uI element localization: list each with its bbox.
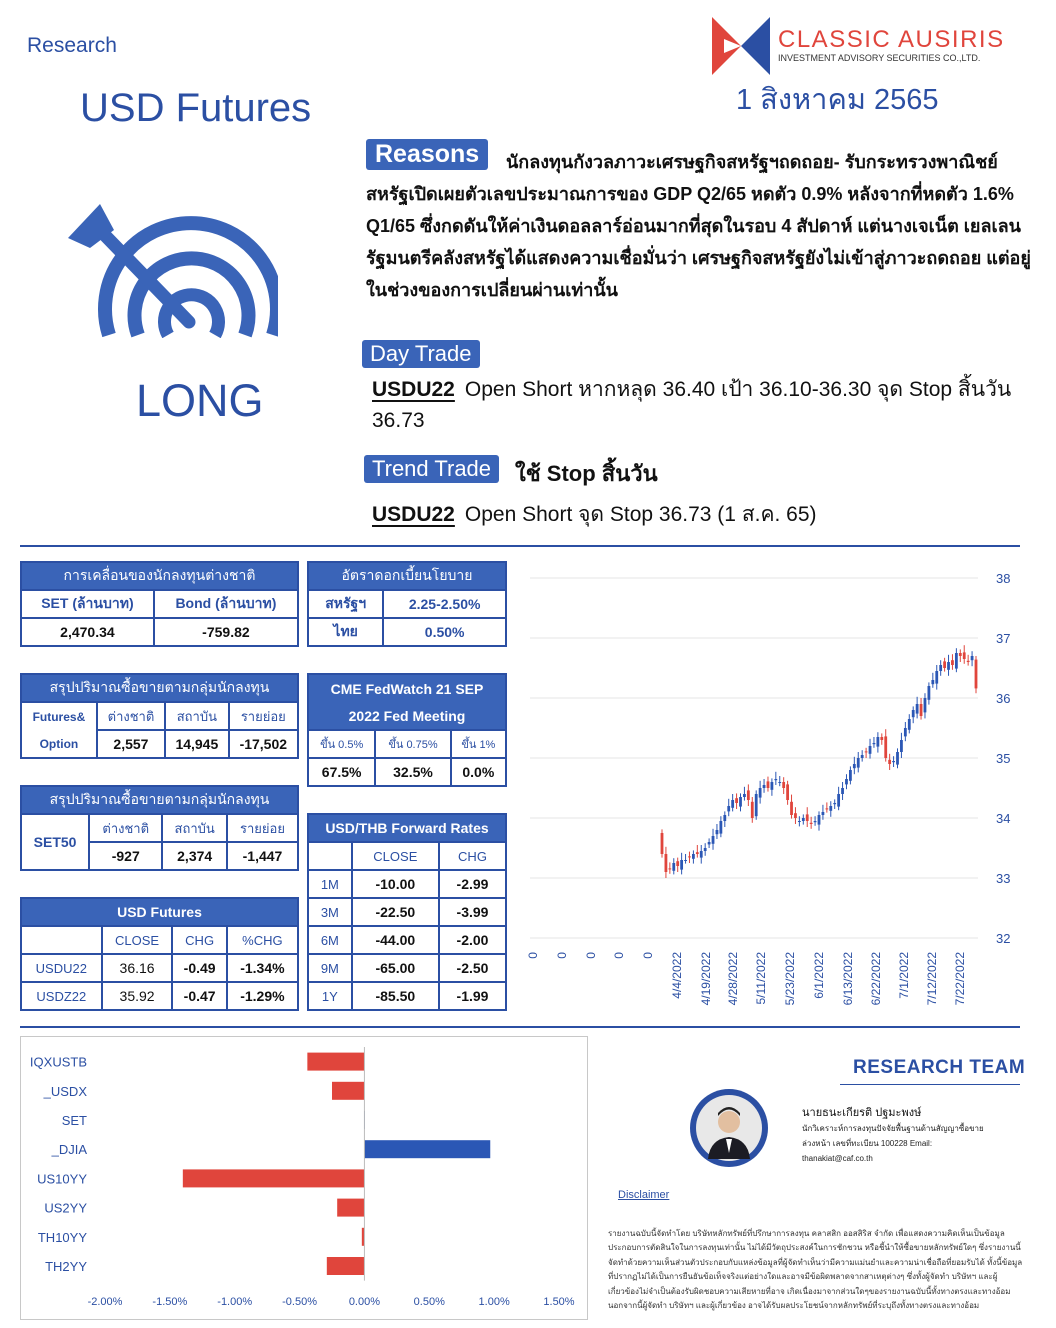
candle-body: [688, 856, 691, 857]
foreign-flow-table: [20, 561, 299, 647]
table-title: USD Futures: [21, 898, 298, 926]
table-title: อัตราดอกเบี้ยนโยบาย: [308, 562, 506, 590]
bar: [327, 1257, 365, 1275]
x-tick-label: 0.50%: [413, 1296, 445, 1308]
y-tick-label: 38: [996, 571, 1011, 586]
candle-body: [759, 788, 762, 798]
table-cell: USDU22: [21, 954, 102, 982]
x-tick-label: 7/22/2022: [953, 952, 967, 1006]
usd-futures-candlestick-chart: [516, 560, 1056, 1020]
candle-body: [849, 770, 852, 781]
company-name: CLASSIC AUSIRIS: [778, 26, 1005, 53]
target-arrow-icon: [64, 200, 278, 338]
table-cell: 2,470.34: [21, 618, 154, 646]
table-cell: ไทย: [308, 618, 383, 646]
candle-body: [665, 854, 668, 872]
x-tick-label: 0: [641, 952, 655, 959]
table-cell: 2,374: [162, 842, 227, 870]
row-label: Option: [21, 730, 97, 758]
company-subtitle: INVESTMENT ADVISORY SECURITIES CO.,LTD.: [778, 53, 981, 63]
table-header: CHG: [172, 926, 226, 954]
bar-category-label: SET: [61, 1113, 87, 1128]
bar: [364, 1140, 490, 1158]
trend-trade-symbol: USDU22: [372, 503, 455, 526]
trend-trade-line: [372, 498, 817, 531]
x-tick-label: -2.00%: [87, 1296, 123, 1308]
divider-bottom: [20, 1026, 1020, 1028]
candle-body: [955, 653, 958, 669]
candle-body: [778, 782, 781, 783]
bar-category-label: _USDX: [43, 1083, 87, 1099]
candle-body: [943, 661, 946, 668]
candle-body: [692, 854, 695, 859]
table-cell: 1M: [308, 870, 352, 898]
divider-top: [20, 545, 1020, 547]
person-icon: [690, 1089, 768, 1167]
x-tick-label: 0.00%: [348, 1296, 381, 1308]
table-cell: -65.00: [352, 954, 439, 982]
x-tick-label: 1.50%: [543, 1296, 575, 1308]
candle-body: [723, 815, 726, 821]
market-change-bar-chart: [20, 1036, 588, 1320]
analyst-title: นักวิเคราะห์การลงทุนปัจจัยพื้นฐานด้านสัญญาซื้อขาย: [802, 1124, 984, 1133]
table-cell: 67.5%: [308, 758, 375, 786]
section-label: Research: [27, 34, 117, 57]
x-tick-label: 0: [584, 952, 598, 959]
bar-category-label: US10YY: [37, 1171, 87, 1187]
table-cell: -1.99: [439, 982, 506, 1010]
reasons-label: Reasons: [366, 139, 488, 170]
y-tick-label: 33: [996, 871, 1011, 886]
table-title: สรุปปริมาณซื้อขายตามกลุ่มนักลงทุน: [21, 674, 298, 702]
row-label: SET50: [21, 814, 89, 870]
x-tick-label: 7/12/2022: [925, 952, 939, 1006]
candle-body: [971, 656, 974, 660]
x-tick-label: 5/23/2022: [783, 952, 797, 1006]
fedwatch-table: [307, 673, 507, 787]
analyst-name: นายธนะเกียรติ ปฐมะพงษ์: [802, 1107, 922, 1119]
candle-body: [672, 863, 675, 871]
x-tick-label: -0.50%: [282, 1296, 318, 1308]
table-cell: -17,502: [229, 730, 298, 758]
table-title: การเคลื่อนของนักลงทุนต่างชาติ: [21, 562, 298, 590]
table-header: CHG: [439, 842, 506, 870]
research-team-title: RESEARCH TEAM: [853, 1057, 1026, 1078]
candle-body: [771, 782, 774, 790]
candle-body: [767, 781, 770, 788]
x-tick-label: -1.50%: [152, 1296, 188, 1308]
table-header: ขึ้น 0.5%: [308, 730, 375, 758]
candle-body: [696, 852, 699, 854]
day-trade-symbol: USDU22: [372, 378, 455, 401]
trend-trade-label: Trend Trade: [364, 455, 499, 483]
candle-body: [884, 736, 887, 758]
table-header: รายย่อย: [229, 702, 298, 730]
bar: [307, 1053, 364, 1071]
candle-body: [912, 710, 915, 717]
table-header: %CHG: [227, 926, 298, 954]
company-logo-icon: [712, 17, 770, 75]
table-header: [21, 926, 102, 954]
table-title: CME FedWatch 21 SEP: [308, 674, 506, 702]
candle-body: [814, 821, 817, 822]
table-cell: -0.47: [172, 982, 226, 1010]
candle-body: [865, 751, 868, 752]
candle-body: [680, 860, 683, 870]
table-cell: สหรัฐฯ: [308, 590, 383, 618]
candle-body: [928, 686, 931, 700]
table-cell: -22.50: [352, 898, 439, 926]
table-cell: -927: [89, 842, 162, 870]
set50-investor-table: [20, 785, 299, 871]
candle-body: [755, 794, 758, 816]
candle-body: [920, 704, 923, 716]
y-tick-label: 35: [996, 751, 1011, 766]
candle-body: [676, 861, 679, 866]
candle-body: [892, 761, 895, 762]
candle-body: [700, 851, 703, 858]
candle-body: [822, 812, 825, 815]
x-tick-label: 7/1/2022: [897, 952, 911, 999]
x-tick-label: 0: [526, 952, 540, 959]
x-tick-label: -1.00%: [217, 1296, 253, 1308]
table-title: USD/THB Forward Rates: [308, 814, 506, 842]
candle-body: [798, 821, 801, 822]
candle-body: [951, 660, 954, 665]
x-tick-label: 4/28/2022: [726, 952, 740, 1006]
disclaimer-text: รายงานฉบับนี้จัดทำโดย บริษัทหลักทรัพย์ที่ปรึกษาการลงทุน คลาสสิก ออสสิริส จำกัด เพื่อแสดงความคิดเห็นเป็นข้อมูลประกอบการตัดสินใจในการลงทุนเท่านั้น ไม่ได้มีวัตถุประสงค์ในการชักชวน หรือชี้นำให้ซื้อขายหลักทรัพย์ใดๆ ซึ่งรายงานนี้จัดทำด้วยความเห็นส่วนตัวประกอบกับแหล่งข้อมูลที่ผู้จัดทำเห็นว่ามีความแม่นยำและความน่าเชื่อถือที่ยอมรับได้ ทั้งนี้ข้อมูลที่ปรากฏไม่ได้เป็นการยืนยันข้อเท็จจริงแต่อย่างใดและอาจมีข้อผิดพลาดจากสาเหตุต่างๆ ซึ่งทั้งผู้จัดทำ บริษัทฯ และผู้เกี่ยวข้องไม่จำเป็นต้องรับผิดชอบความเสียหายที่อาจ เกิดเนื่องมาจากส่วนใดๆของรายงานฉบับนี้ทั้งทางตรงและทางอ้อม นอกจากนี้ผู้จัดทำ บริษัทฯ และผู้เกี่ยวข้อง อาจได้รับผลประโยชน์จากหลักทรัพย์ที่ระบุถึงทั้งทางตรงและทางอ้อม: [608, 1229, 1023, 1311]
table-title: 2022 Fed Meeting: [308, 702, 506, 730]
table-header: CLOSE: [352, 842, 439, 870]
analyst-description: [802, 1121, 1002, 1166]
x-tick-label: 6/13/2022: [841, 952, 855, 1006]
table-header: SET (ล้านบาท): [21, 590, 154, 618]
candle-body: [833, 803, 836, 804]
table-cell: -0.49: [172, 954, 226, 982]
candle-body: [743, 794, 746, 797]
bar-category-label: TH2YY: [45, 1259, 87, 1274]
x-tick-label: 0: [612, 952, 626, 959]
table-cell: 32.5%: [375, 758, 450, 786]
table-header: ขึ้น 1%: [451, 730, 506, 758]
candle-body: [818, 815, 821, 825]
bar-category-label: US2YY: [44, 1200, 87, 1216]
bar: [337, 1199, 364, 1217]
table-cell: USDZ22: [21, 982, 102, 1010]
analyst-avatar: [690, 1089, 768, 1167]
candle-body: [719, 821, 722, 834]
trend-trade-note: ใช้ Stop สิ้นวัน: [515, 461, 658, 486]
candle-body: [774, 779, 777, 780]
day-trade-label: Day Trade: [362, 340, 480, 368]
candle-body: [829, 806, 832, 811]
table-header: ขึ้น 0.75%: [375, 730, 450, 758]
x-tick-label: 5/11/2022: [754, 952, 768, 1005]
table-cell: 6M: [308, 926, 352, 954]
candle-body: [888, 760, 891, 764]
table-header: CLOSE: [102, 926, 173, 954]
candle-body: [794, 813, 797, 818]
candle-body: [727, 806, 730, 811]
table-cell: -3.99: [439, 898, 506, 926]
candle-body: [853, 764, 856, 768]
candle-body: [810, 823, 813, 824]
futures-investor-table: [20, 673, 299, 759]
x-tick-label: 6/22/2022: [869, 952, 883, 1006]
table-cell: 0.50%: [383, 618, 506, 646]
bar-category-label: IQXUSTB: [29, 1054, 87, 1070]
candle-body: [904, 728, 907, 736]
candle-body: [967, 661, 970, 662]
candle-body: [763, 785, 766, 788]
candle-body: [704, 848, 707, 851]
candle-body: [931, 680, 934, 684]
candle-body: [837, 794, 840, 807]
candle-body: [782, 782, 785, 788]
table-cell: -1.34%: [227, 954, 298, 982]
candle-body: [716, 830, 719, 834]
table-header: ต่างชาติ: [89, 814, 162, 842]
table-cell: -759.82: [154, 618, 298, 646]
table-cell: 2.25-2.50%: [383, 590, 506, 618]
table-header: สถาบัน: [162, 814, 227, 842]
table-cell: -2.00: [439, 926, 506, 954]
candle-body: [845, 779, 848, 784]
table-cell: 3M: [308, 898, 352, 926]
usd-futures-table: [20, 897, 299, 1011]
candle-body: [806, 814, 809, 821]
candle-body: [876, 737, 879, 747]
table-cell: 2,557: [97, 730, 165, 758]
table-cell: -44.00: [352, 926, 439, 954]
y-tick-label: 34: [996, 811, 1011, 826]
bar: [183, 1169, 365, 1187]
report-date: 1 สิงหาคม 2565: [736, 84, 939, 116]
table-cell: 14,945: [165, 730, 229, 758]
candle-body: [739, 797, 742, 807]
table-cell: 0.0%: [451, 758, 506, 786]
candle-body: [959, 653, 962, 656]
day-trade-text: Open Short หากหลุด 36.40 เป้า 36.10-36.30 จุด Stop สิ้นวัน 36.73: [372, 378, 1012, 432]
candle-body: [661, 833, 664, 854]
bar: [332, 1082, 364, 1100]
candle-body: [751, 802, 754, 818]
table-header: Bond (ล้านบาท): [154, 590, 298, 618]
candle-body: [924, 698, 927, 712]
table-cell: 36.16: [102, 954, 173, 982]
candle-body: [900, 740, 903, 752]
candle-body: [908, 719, 911, 730]
candle-body: [735, 798, 738, 803]
table-header: ต่างชาติ: [97, 702, 165, 730]
y-tick-label: 32: [996, 931, 1011, 946]
trend-trade-text: Open Short จุด Stop 36.73 (1 ส.ค. 65): [464, 503, 817, 526]
signal-direction: LONG: [136, 375, 264, 426]
table-header: [308, 842, 352, 870]
analyst-license: ล่วงหน้า เลขที่ทะเบียน 100228 Email:: [802, 1139, 933, 1148]
table-cell: -85.50: [352, 982, 439, 1010]
candle-body: [802, 818, 805, 821]
table-cell: 9M: [308, 954, 352, 982]
candle-body: [935, 671, 938, 684]
candle-body: [841, 788, 844, 794]
candle-body: [939, 665, 942, 671]
table-cell: -1,447: [227, 842, 298, 870]
candle-body: [869, 746, 872, 754]
candle-body: [712, 836, 715, 844]
x-tick-label: 4/19/2022: [699, 952, 713, 1006]
y-tick-label: 36: [996, 691, 1011, 706]
candle-body: [880, 737, 883, 740]
candle-body: [873, 743, 876, 744]
table-cell: -2.99: [439, 870, 506, 898]
table-cell: 35.92: [102, 982, 173, 1010]
page-title: USD Futures: [80, 86, 312, 130]
bar-category-label: _DJIA: [51, 1142, 87, 1158]
candle-body: [790, 802, 793, 815]
candle-body: [684, 860, 687, 861]
table-cell: -10.00: [352, 870, 439, 898]
candle-body: [861, 755, 864, 758]
table-title: สรุปปริมาณซื้อขายตามกลุ่มนักลงทุน: [21, 786, 298, 814]
candle-body: [947, 662, 950, 670]
x-tick-label: 0: [555, 952, 569, 959]
table-cell: 1Y: [308, 982, 352, 1010]
disclaimer-link[interactable]: Disclaimer: [618, 1189, 670, 1201]
table-header: รายย่อย: [227, 814, 298, 842]
y-tick-label: 37: [996, 631, 1011, 646]
row-label: Futures&: [21, 702, 97, 730]
candle-body: [975, 660, 978, 689]
table-cell: -2.50: [439, 954, 506, 982]
candle-body: [708, 842, 711, 844]
policy-rate-table: [307, 561, 507, 647]
candle-body: [857, 758, 860, 768]
x-tick-label: 1.00%: [478, 1296, 510, 1308]
candle-body: [896, 752, 899, 765]
bar-category-label: TH10YY: [37, 1229, 87, 1245]
table-header: สถาบัน: [165, 702, 229, 730]
candle-body: [916, 704, 919, 714]
day-trade-line: [372, 374, 1048, 436]
candle-body: [963, 652, 966, 659]
candle-body: [731, 800, 734, 808]
research-team-underline: [840, 1084, 1020, 1085]
forward-rates-table: [307, 813, 507, 1011]
analyst-email[interactable]: thanakiat@caf.co.th: [802, 1154, 873, 1163]
x-tick-label: 6/1/2022: [812, 952, 826, 999]
reasons-text: นักลงทุนกังวลภาวะเศรษฐกิจสหรัฐฯถดถอย- รับกระทรวงพาณิชย์สหรัฐเปิดเผยตัวเลขประมาณการของ GDP Q2/65 หดตัว 0.9% หลังจากที่หดตัว 1.6% Q1/65 ซึ่งกดดันให้ค่าเงินดอลลาร์อ่อนมากที่สุดในรอบ 4 สัปดาห์ แต่นางเจเน็ต เยลเลน รัฐมนตรีคลังสหรัฐได้แสดงความเชื่อมั่นว่า เศรษฐกิจสหรัฐยังไม่เข้าสู่ภาวะถดถอย แต่อยู่ในช่วงของการเปลี่ยนผ่านเท่านั้น: [366, 152, 1031, 300]
x-tick-label: 4/4/2022: [670, 952, 684, 999]
candle-body: [668, 868, 671, 869]
candle-body: [786, 784, 789, 800]
candle-body: [747, 790, 750, 800]
candle-body: [825, 808, 828, 809]
table-cell: -1.29%: [227, 982, 298, 1010]
